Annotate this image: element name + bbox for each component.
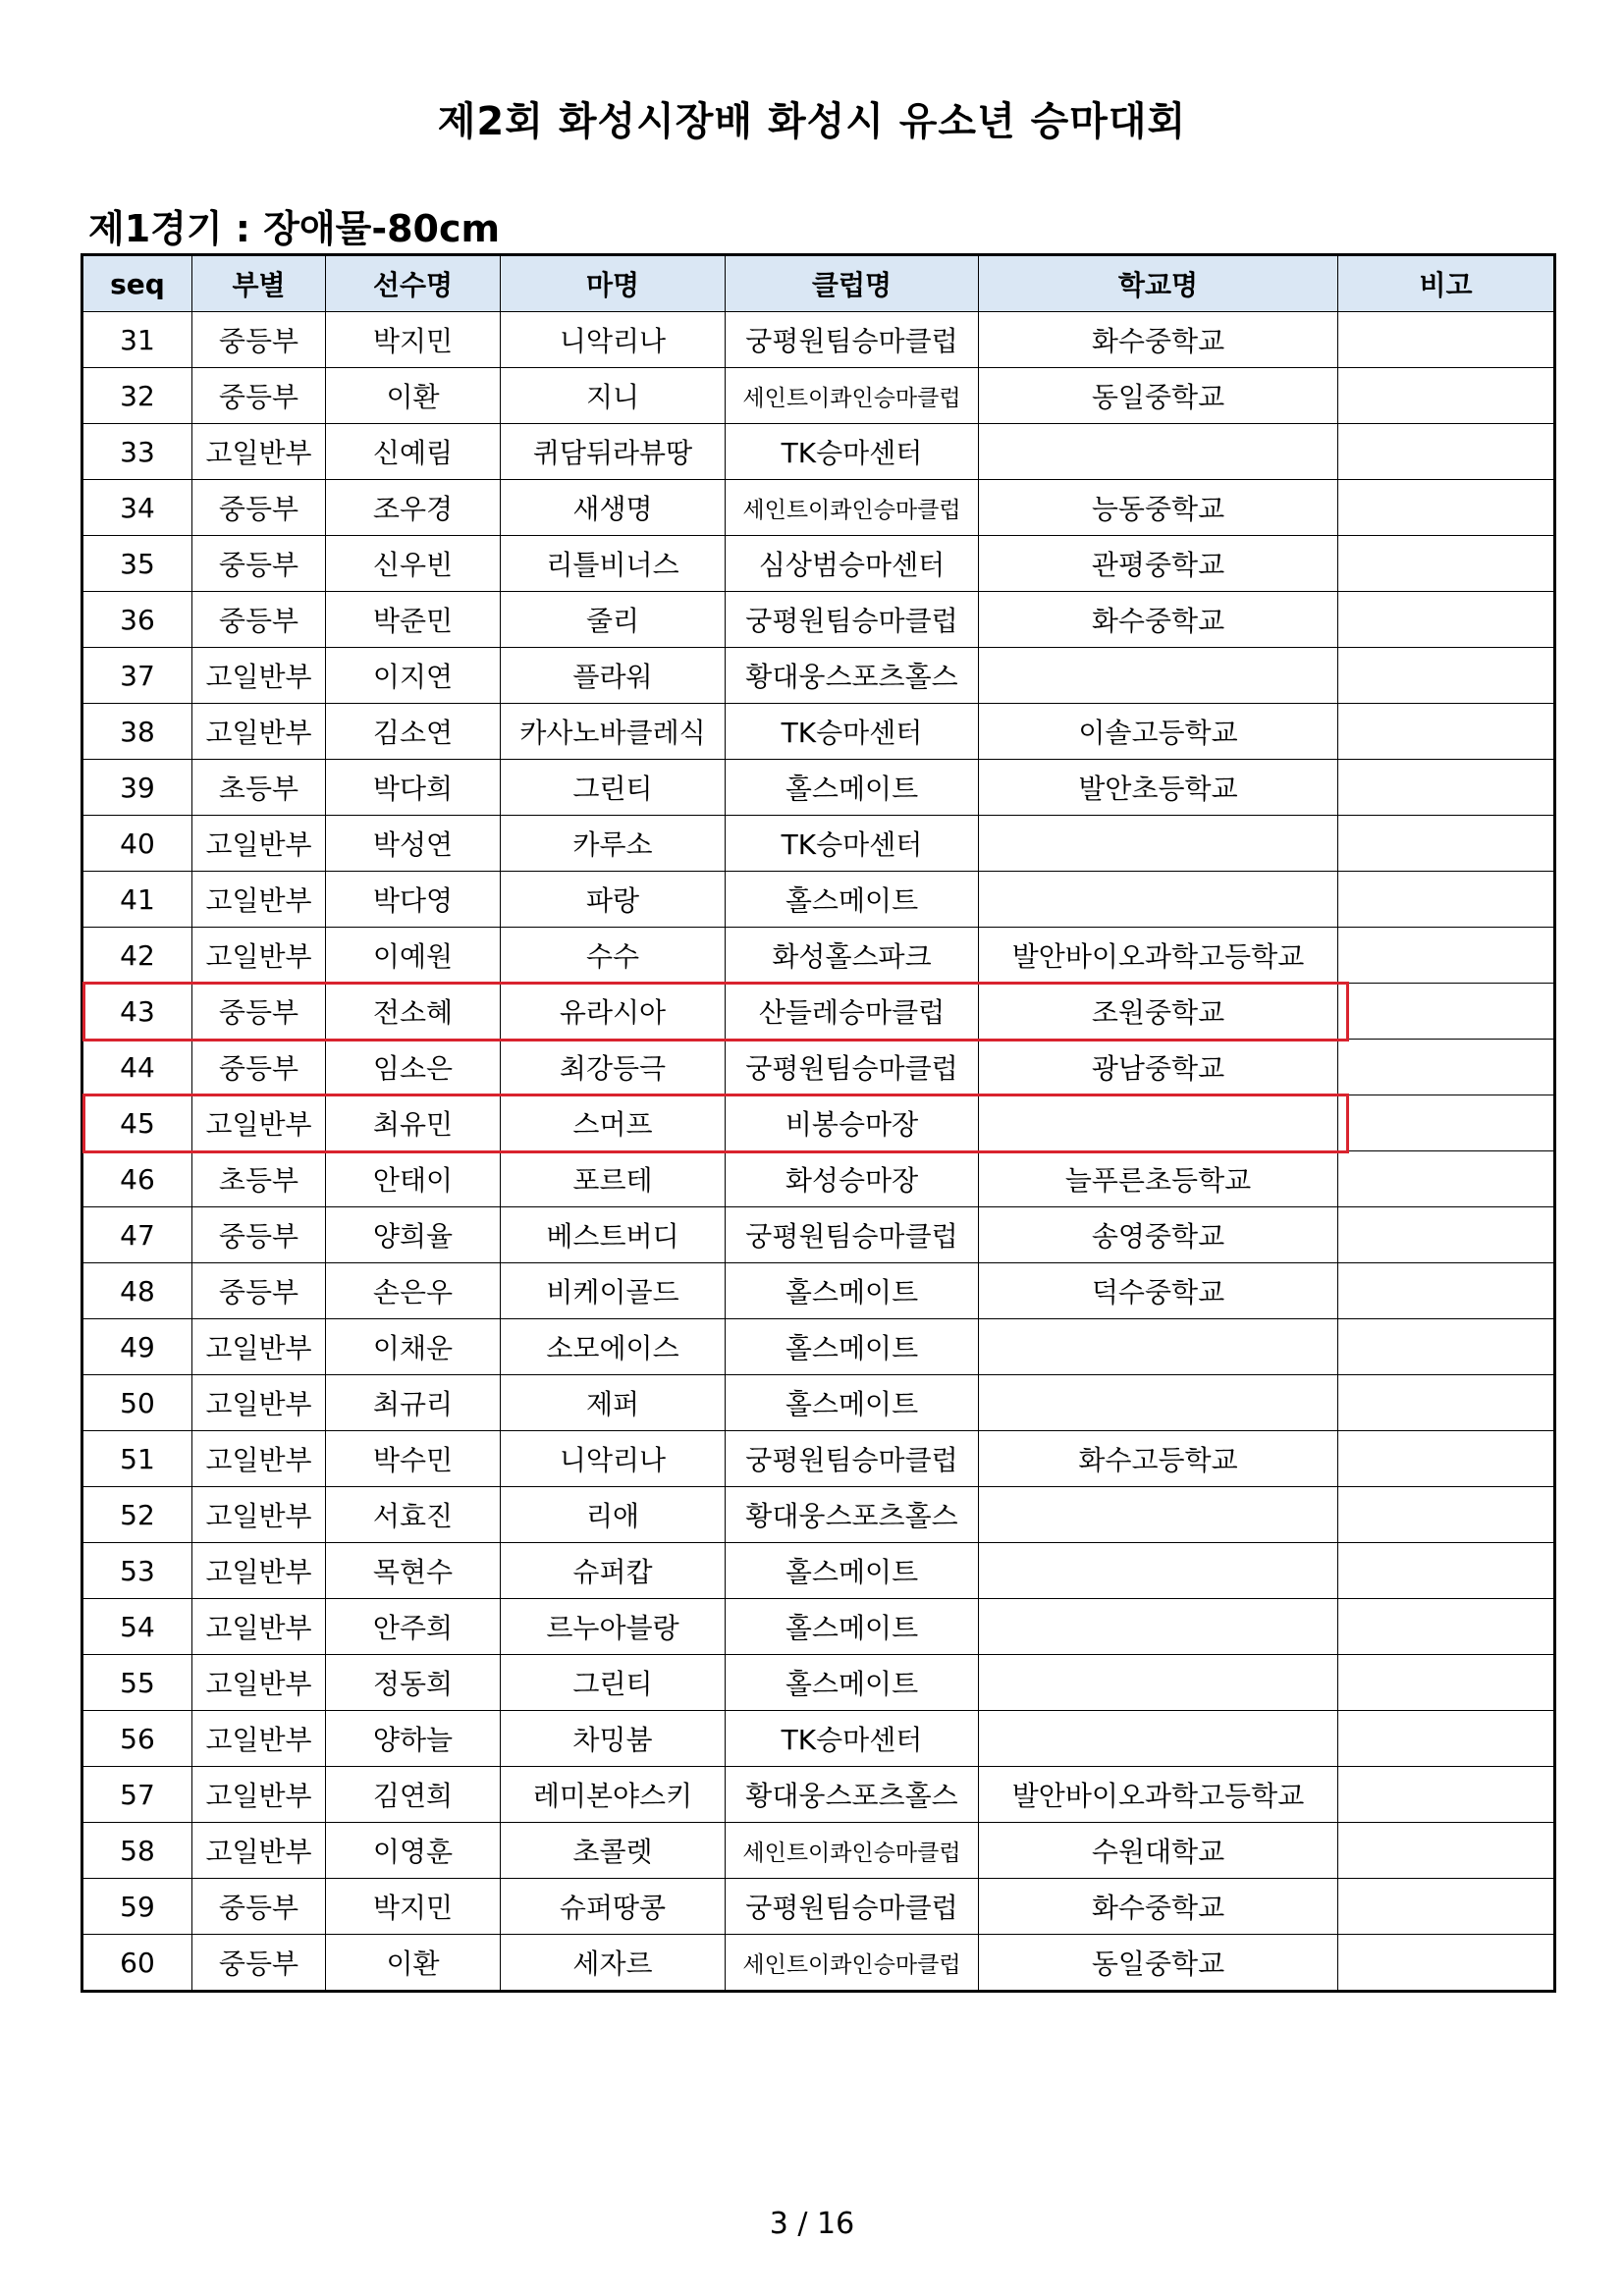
cell-school: 조원중학교 — [979, 984, 1338, 1040]
cell-rider: 김연희 — [326, 1767, 501, 1823]
cell-club: 홀스메이트 — [726, 1319, 979, 1375]
cell-horse: 퀴담뒤라뷰땅 — [501, 424, 726, 480]
cell-club: 심상범승마센터 — [726, 536, 979, 592]
cell-division: 중등부 — [192, 1879, 326, 1935]
cell-club: 비봉승마장 — [726, 1095, 979, 1151]
cell-club: 홀스메이트 — [726, 1375, 979, 1431]
column-header-school: 학교명 — [979, 255, 1338, 312]
cell-horse: 초콜렛 — [501, 1823, 726, 1879]
table-row — [82, 1599, 1555, 1655]
table-row — [82, 1263, 1555, 1319]
table-row — [82, 760, 1555, 816]
cell-rider: 박수민 — [326, 1431, 501, 1487]
cell-school — [979, 424, 1338, 480]
cell-club: TK승마센터 — [726, 424, 979, 480]
cell-horse: 지니 — [501, 368, 726, 424]
cell-division: 중등부 — [192, 1263, 326, 1319]
cell-club: 세인트이콰인승마클럽 — [726, 368, 979, 424]
cell-note — [1338, 1543, 1555, 1599]
cell-seq: 41 — [82, 872, 192, 928]
cell-rider: 이지연 — [326, 648, 501, 704]
cell-note — [1338, 760, 1555, 816]
cell-seq: 36 — [82, 592, 192, 648]
cell-division: 중등부 — [192, 312, 326, 368]
cell-rider: 박다영 — [326, 872, 501, 928]
cell-seq: 46 — [82, 1151, 192, 1207]
cell-note — [1338, 536, 1555, 592]
cell-division: 중등부 — [192, 480, 326, 536]
cell-club: 세인트이콰인승마클럽 — [726, 480, 979, 536]
cell-school: 수원대학교 — [979, 1823, 1338, 1879]
table-row — [82, 536, 1555, 592]
cell-horse: 리틀비너스 — [501, 536, 726, 592]
cell-seq: 54 — [82, 1599, 192, 1655]
entry-table — [81, 253, 1556, 1993]
cell-seq: 55 — [82, 1655, 192, 1711]
cell-club: 궁평원팀승마클럽 — [726, 1040, 979, 1095]
column-header-division: 부별 — [192, 255, 326, 312]
cell-seq: 37 — [82, 648, 192, 704]
cell-division: 고일반부 — [192, 1599, 326, 1655]
cell-note — [1338, 424, 1555, 480]
cell-rider: 이환 — [326, 1935, 501, 1992]
cell-division: 중등부 — [192, 984, 326, 1040]
cell-horse: 베스트버디 — [501, 1207, 726, 1263]
table-row — [82, 1711, 1555, 1767]
cell-club: 황대웅스포츠홀스 — [726, 1487, 979, 1543]
cell-school: 동일중학교 — [979, 1935, 1338, 1992]
table-row — [82, 1431, 1555, 1487]
cell-rider: 이환 — [326, 368, 501, 424]
cell-note — [1338, 1431, 1555, 1487]
cell-seq: 53 — [82, 1543, 192, 1599]
table-row — [82, 312, 1555, 368]
cell-club: 산들레승마클럽 — [726, 984, 979, 1040]
cell-school: 발안바이오과학고등학교 — [979, 1767, 1338, 1823]
cell-rider: 김소연 — [326, 704, 501, 760]
cell-seq: 39 — [82, 760, 192, 816]
cell-division: 중등부 — [192, 536, 326, 592]
cell-rider: 목현수 — [326, 1543, 501, 1599]
cell-club: 궁평원팀승마클럽 — [726, 1879, 979, 1935]
cell-note — [1338, 1823, 1555, 1879]
cell-note — [1338, 816, 1555, 872]
table-row — [82, 1095, 1555, 1151]
cell-school: 능동중학교 — [979, 480, 1338, 536]
cell-seq: 44 — [82, 1040, 192, 1095]
cell-seq: 32 — [82, 368, 192, 424]
cell-division: 고일반부 — [192, 648, 326, 704]
cell-club: 홀스메이트 — [726, 1655, 979, 1711]
table-row — [82, 424, 1555, 480]
cell-seq: 31 — [82, 312, 192, 368]
cell-horse: 최강등극 — [501, 1040, 726, 1095]
table-row — [82, 1879, 1555, 1935]
cell-rider: 양하늘 — [326, 1711, 501, 1767]
cell-division: 초등부 — [192, 760, 326, 816]
cell-school — [979, 1095, 1338, 1151]
cell-club: 홀스메이트 — [726, 1599, 979, 1655]
cell-note — [1338, 592, 1555, 648]
cell-note — [1338, 704, 1555, 760]
cell-school — [979, 1599, 1338, 1655]
cell-seq: 57 — [82, 1767, 192, 1823]
cell-division: 고일반부 — [192, 1767, 326, 1823]
cell-horse: 카사노바클레식 — [501, 704, 726, 760]
cell-rider: 정동희 — [326, 1655, 501, 1711]
table-row — [82, 592, 1555, 648]
column-header-rider: 선수명 — [326, 255, 501, 312]
cell-club: 홀스메이트 — [726, 1263, 979, 1319]
cell-school — [979, 1543, 1338, 1599]
cell-note — [1338, 1375, 1555, 1431]
cell-division: 고일반부 — [192, 424, 326, 480]
cell-school: 화수중학교 — [979, 312, 1338, 368]
cell-rider: 박지민 — [326, 312, 501, 368]
cell-division: 초등부 — [192, 1151, 326, 1207]
cell-division: 고일반부 — [192, 1655, 326, 1711]
cell-school: 광남중학교 — [979, 1040, 1338, 1095]
cell-note — [1338, 648, 1555, 704]
table-row — [82, 872, 1555, 928]
cell-club: 홀스메이트 — [726, 1543, 979, 1599]
cell-division: 중등부 — [192, 592, 326, 648]
cell-seq: 52 — [82, 1487, 192, 1543]
cell-club: 홀스메이트 — [726, 872, 979, 928]
cell-club: 홀스메이트 — [726, 760, 979, 816]
table-row — [82, 1655, 1555, 1711]
cell-horse: 줄리 — [501, 592, 726, 648]
section-heading: 제1경기 : 장애물-80cm — [88, 207, 501, 250]
cell-division: 고일반부 — [192, 816, 326, 872]
cell-horse: 포르테 — [501, 1151, 726, 1207]
cell-rider: 임소은 — [326, 1040, 501, 1095]
cell-horse: 비케이골드 — [501, 1263, 726, 1319]
cell-club: 황대웅스포츠홀스 — [726, 1767, 979, 1823]
table-row — [82, 480, 1555, 536]
cell-school — [979, 816, 1338, 872]
cell-note — [1338, 872, 1555, 928]
cell-note — [1338, 928, 1555, 984]
cell-school — [979, 1319, 1338, 1375]
cell-division: 중등부 — [192, 1040, 326, 1095]
cell-division: 고일반부 — [192, 1543, 326, 1599]
cell-note — [1338, 1655, 1555, 1711]
cell-note — [1338, 984, 1555, 1040]
cell-horse: 리애 — [501, 1487, 726, 1543]
cell-horse: 카루소 — [501, 816, 726, 872]
cell-rider: 최유민 — [326, 1095, 501, 1151]
cell-seq: 34 — [82, 480, 192, 536]
cell-note — [1338, 1487, 1555, 1543]
cell-horse: 스머프 — [501, 1095, 726, 1151]
cell-club: 궁평원팀승마클럽 — [726, 312, 979, 368]
cell-rider: 안태이 — [326, 1151, 501, 1207]
table-row — [82, 1487, 1555, 1543]
cell-note — [1338, 1207, 1555, 1263]
cell-seq: 43 — [82, 984, 192, 1040]
cell-school: 송영중학교 — [979, 1207, 1338, 1263]
table-row — [82, 1319, 1555, 1375]
cell-horse: 니악리나 — [501, 312, 726, 368]
cell-school: 화수중학교 — [979, 1879, 1338, 1935]
table-row — [82, 1935, 1555, 1992]
cell-horse: 르누아블랑 — [501, 1599, 726, 1655]
cell-horse: 그린티 — [501, 1655, 726, 1711]
column-header-note: 비고 — [1338, 255, 1555, 312]
document-title: 제2회 화성시장배 화성시 유소년 승마대회 — [437, 99, 1187, 144]
table-row — [82, 368, 1555, 424]
cell-rider: 이영훈 — [326, 1823, 501, 1879]
cell-division: 고일반부 — [192, 704, 326, 760]
cell-horse: 니악리나 — [501, 1431, 726, 1487]
cell-school: 화수중학교 — [979, 592, 1338, 648]
column-header-horse: 마명 — [501, 255, 726, 312]
table-row — [82, 704, 1555, 760]
cell-school: 발안바이오과학고등학교 — [979, 928, 1338, 984]
cell-rider: 서효진 — [326, 1487, 501, 1543]
cell-seq: 42 — [82, 928, 192, 984]
cell-note — [1338, 1599, 1555, 1655]
cell-club: 궁평원팀승마클럽 — [726, 592, 979, 648]
table-row — [82, 1823, 1555, 1879]
cell-division: 고일반부 — [192, 1487, 326, 1543]
table-header-row — [82, 255, 1555, 312]
cell-school: 화수고등학교 — [979, 1431, 1338, 1487]
cell-seq: 38 — [82, 704, 192, 760]
cell-note — [1338, 1711, 1555, 1767]
table-row — [82, 1543, 1555, 1599]
cell-seq: 45 — [82, 1095, 192, 1151]
cell-school — [979, 1655, 1338, 1711]
cell-club: 화성홀스파크 — [726, 928, 979, 984]
cell-horse: 새생명 — [501, 480, 726, 536]
cell-school: 관평중학교 — [979, 536, 1338, 592]
cell-horse: 세자르 — [501, 1935, 726, 1992]
cell-rider: 이채운 — [326, 1319, 501, 1375]
cell-seq: 33 — [82, 424, 192, 480]
cell-division: 고일반부 — [192, 1823, 326, 1879]
cell-rider: 박다희 — [326, 760, 501, 816]
cell-division: 고일반부 — [192, 1095, 326, 1151]
table-row — [82, 1207, 1555, 1263]
cell-club: TK승마센터 — [726, 704, 979, 760]
cell-rider: 손은우 — [326, 1263, 501, 1319]
cell-rider: 안주희 — [326, 1599, 501, 1655]
cell-club: 황대웅스포츠홀스 — [726, 648, 979, 704]
cell-division: 고일반부 — [192, 1711, 326, 1767]
cell-note — [1338, 1319, 1555, 1375]
table-row — [82, 1040, 1555, 1095]
cell-school — [979, 872, 1338, 928]
cell-horse: 그린티 — [501, 760, 726, 816]
page-number: 3 / 16 — [769, 2207, 855, 2241]
cell-note — [1338, 1935, 1555, 1992]
cell-rider: 신예림 — [326, 424, 501, 480]
cell-note — [1338, 312, 1555, 368]
cell-school — [979, 648, 1338, 704]
cell-division: 고일반부 — [192, 1319, 326, 1375]
cell-seq: 47 — [82, 1207, 192, 1263]
cell-note — [1338, 368, 1555, 424]
table-row — [82, 816, 1555, 872]
cell-note — [1338, 480, 1555, 536]
cell-club: 화성승마장 — [726, 1151, 979, 1207]
cell-horse: 수수 — [501, 928, 726, 984]
cell-seq: 58 — [82, 1823, 192, 1879]
cell-rider: 최규리 — [326, 1375, 501, 1431]
cell-school — [979, 1375, 1338, 1431]
cell-rider: 박성연 — [326, 816, 501, 872]
table-row — [82, 1375, 1555, 1431]
cell-note — [1338, 1767, 1555, 1823]
cell-division: 중등부 — [192, 1207, 326, 1263]
column-header-club: 클럽명 — [726, 255, 979, 312]
cell-seq: 56 — [82, 1711, 192, 1767]
cell-club: 궁평원팀승마클럽 — [726, 1431, 979, 1487]
cell-note — [1338, 1879, 1555, 1935]
column-header-seq: seq — [82, 255, 192, 312]
cell-club: 세인트이콰인승마클럽 — [726, 1935, 979, 1992]
cell-horse: 파랑 — [501, 872, 726, 928]
cell-seq: 51 — [82, 1431, 192, 1487]
cell-school: 동일중학교 — [979, 368, 1338, 424]
table-row — [82, 928, 1555, 984]
cell-seq: 50 — [82, 1375, 192, 1431]
cell-seq: 49 — [82, 1319, 192, 1375]
cell-seq: 40 — [82, 816, 192, 872]
cell-horse: 차밍붐 — [501, 1711, 726, 1767]
cell-horse: 플라워 — [501, 648, 726, 704]
cell-note — [1338, 1095, 1555, 1151]
table-row — [82, 1767, 1555, 1823]
cell-rider: 전소혜 — [326, 984, 501, 1040]
cell-division: 고일반부 — [192, 1431, 326, 1487]
cell-division: 고일반부 — [192, 1375, 326, 1431]
cell-division: 중등부 — [192, 368, 326, 424]
cell-horse: 슈퍼땅콩 — [501, 1879, 726, 1935]
cell-horse: 유라시아 — [501, 984, 726, 1040]
cell-division: 고일반부 — [192, 928, 326, 984]
cell-school: 이솔고등학교 — [979, 704, 1338, 760]
cell-rider: 박지민 — [326, 1879, 501, 1935]
cell-club: TK승마센터 — [726, 816, 979, 872]
cell-horse: 슈퍼캅 — [501, 1543, 726, 1599]
cell-rider: 박준민 — [326, 592, 501, 648]
cell-note — [1338, 1151, 1555, 1207]
cell-club: 궁평원팀승마클럽 — [726, 1207, 979, 1263]
cell-rider: 양희율 — [326, 1207, 501, 1263]
cell-horse: 제퍼 — [501, 1375, 726, 1431]
cell-school — [979, 1711, 1338, 1767]
cell-division: 중등부 — [192, 1935, 326, 1992]
cell-note — [1338, 1040, 1555, 1095]
cell-seq: 35 — [82, 536, 192, 592]
cell-rider: 이예원 — [326, 928, 501, 984]
cell-note — [1338, 1263, 1555, 1319]
cell-club: 세인트이콰인승마클럽 — [726, 1823, 979, 1879]
table-row — [82, 1151, 1555, 1207]
cell-seq: 59 — [82, 1879, 192, 1935]
table-body — [82, 312, 1555, 1992]
cell-school: 늘푸른초등학교 — [979, 1151, 1338, 1207]
cell-school — [979, 1487, 1338, 1543]
cell-division: 고일반부 — [192, 872, 326, 928]
cell-school: 덕수중학교 — [979, 1263, 1338, 1319]
cell-horse: 레미본야스키 — [501, 1767, 726, 1823]
cell-horse: 소모에이스 — [501, 1319, 726, 1375]
cell-rider: 신우빈 — [326, 536, 501, 592]
table-row — [82, 984, 1555, 1040]
table-row — [82, 648, 1555, 704]
cell-club: TK승마센터 — [726, 1711, 979, 1767]
cell-school: 발안초등학교 — [979, 760, 1338, 816]
cell-seq: 60 — [82, 1935, 192, 1992]
cell-seq: 48 — [82, 1263, 192, 1319]
cell-rider: 조우경 — [326, 480, 501, 536]
